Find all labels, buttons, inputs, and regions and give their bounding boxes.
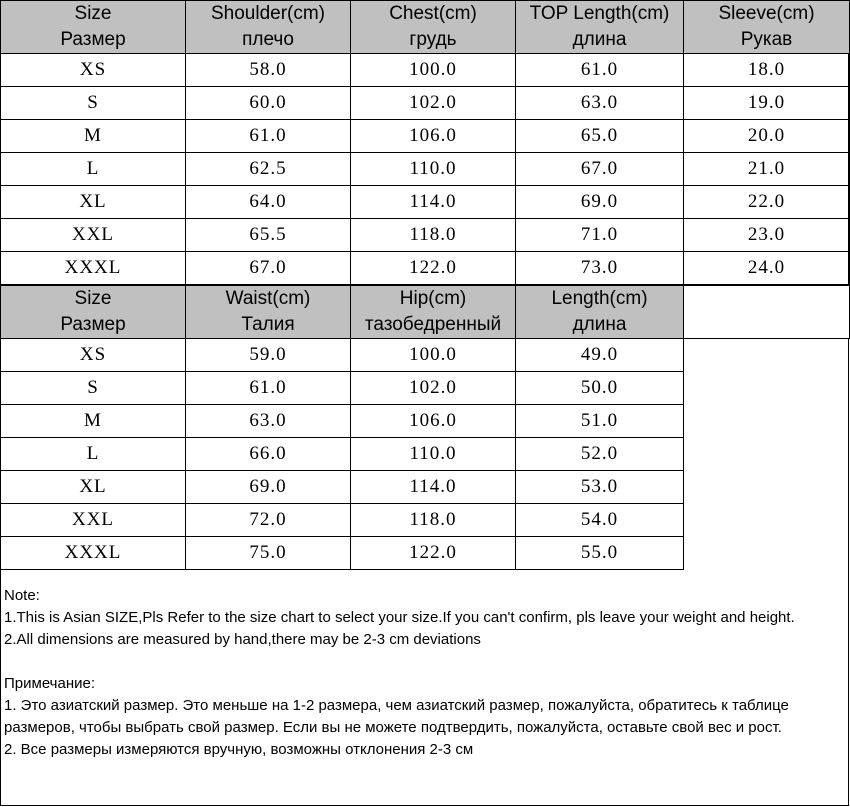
cell-top-length: 71.0 bbox=[516, 219, 684, 252]
table-row bbox=[1, 120, 850, 153]
top-size-table bbox=[0, 0, 850, 285]
cell-length: 50.0 bbox=[516, 372, 684, 405]
cell-length: 55.0 bbox=[516, 537, 684, 570]
table-row bbox=[1, 87, 850, 120]
table-row bbox=[1, 537, 850, 570]
cell-chest: 110.0 bbox=[351, 153, 516, 186]
table-row bbox=[1, 153, 850, 186]
table-row bbox=[1, 339, 850, 372]
cell-size: XL bbox=[1, 186, 186, 219]
header-en: Size bbox=[74, 3, 112, 24]
cell-waist: 69.0 bbox=[186, 471, 351, 504]
table-row bbox=[1, 219, 850, 252]
note-title-ru: Примечание: bbox=[4, 675, 95, 692]
cell-size: S bbox=[1, 87, 186, 120]
cell-length: 52.0 bbox=[516, 438, 684, 471]
notes-spacer bbox=[4, 651, 846, 673]
header-ru: грудь bbox=[409, 29, 457, 50]
header-ru: плечо bbox=[242, 29, 294, 50]
cell-top-length: 69.0 bbox=[516, 186, 684, 219]
cell-size: M bbox=[1, 120, 186, 153]
header-en: Waist(cm) bbox=[225, 288, 311, 309]
cell-sleeve: 21.0 bbox=[684, 153, 850, 186]
cell-sleeve: 24.0 bbox=[684, 252, 850, 285]
cell-chest: 106.0 bbox=[351, 120, 516, 153]
cell-shoulder: 65.5 bbox=[186, 219, 351, 252]
cell-shoulder: 58.0 bbox=[186, 54, 351, 87]
header-size bbox=[1, 286, 186, 339]
cell-shoulder: 62.5 bbox=[186, 153, 351, 186]
cell-hip: 118.0 bbox=[351, 504, 516, 537]
header-ru: тазобедренный bbox=[364, 314, 502, 335]
cell-waist: 72.0 bbox=[186, 504, 351, 537]
cell-length: 54.0 bbox=[516, 504, 684, 537]
cell-top-length: 65.0 bbox=[516, 120, 684, 153]
header-sleeve bbox=[684, 1, 850, 54]
cell-waist: 63.0 bbox=[186, 405, 351, 438]
cell-size: L bbox=[1, 438, 186, 471]
cell-waist: 75.0 bbox=[186, 537, 351, 570]
cell-chest: 102.0 bbox=[351, 87, 516, 120]
header-en: Length(cm) bbox=[551, 288, 648, 309]
header-en: Shoulder(cm) bbox=[210, 3, 326, 24]
header-ru: Размер bbox=[60, 314, 126, 335]
cell-chest: 118.0 bbox=[351, 219, 516, 252]
cell-size: XS bbox=[1, 339, 186, 372]
cell-size: XXXL bbox=[1, 537, 186, 570]
header-en: Sleeve(cm) bbox=[718, 3, 815, 24]
cell-size: XXL bbox=[1, 219, 186, 252]
cell-size: XL bbox=[1, 471, 186, 504]
header-en: TOP Length(cm) bbox=[529, 3, 670, 24]
cell-chest: 122.0 bbox=[351, 252, 516, 285]
cell-hip: 100.0 bbox=[351, 339, 516, 372]
cell-hip: 110.0 bbox=[351, 438, 516, 471]
cell-hip: 114.0 bbox=[351, 471, 516, 504]
cell-size: XXL bbox=[1, 504, 186, 537]
table-row bbox=[1, 471, 850, 504]
notes-section bbox=[4, 585, 846, 761]
cell-size: S bbox=[1, 372, 186, 405]
cell-sleeve: 19.0 bbox=[684, 87, 850, 120]
blank-cell bbox=[684, 286, 850, 339]
table-row bbox=[1, 186, 850, 219]
cell-size: XXXL bbox=[1, 252, 186, 285]
cell-shoulder: 61.0 bbox=[186, 120, 351, 153]
table-row bbox=[1, 372, 850, 405]
cell-size: M bbox=[1, 405, 186, 438]
cell-waist: 61.0 bbox=[186, 372, 351, 405]
top-header-row bbox=[1, 1, 850, 54]
header-chest bbox=[351, 1, 516, 54]
header-length bbox=[516, 286, 684, 339]
cell-sleeve: 23.0 bbox=[684, 219, 850, 252]
table-row bbox=[1, 54, 850, 87]
cell-sleeve: 20.0 bbox=[684, 120, 850, 153]
header-ru: длина bbox=[572, 314, 627, 335]
header-en: Hip(cm) bbox=[399, 288, 467, 309]
bottom-header-row bbox=[1, 286, 850, 339]
header-shoulder bbox=[186, 1, 351, 54]
header-ru: Размер bbox=[60, 29, 126, 50]
header-ru: длина bbox=[572, 29, 627, 50]
cell-size: L bbox=[1, 153, 186, 186]
header-ru: Рукав bbox=[740, 29, 793, 50]
bottom-size-table bbox=[0, 285, 850, 570]
cell-shoulder: 67.0 bbox=[186, 252, 351, 285]
note-1-en: 1.This is Asian SIZE,Pls Refer to the size chart to select your size.If you can't confirm, pls leave your weight and height. bbox=[4, 609, 795, 626]
cell-hip: 106.0 bbox=[351, 405, 516, 438]
header-top-length bbox=[516, 1, 684, 54]
note-title-en: Note: bbox=[4, 587, 40, 604]
table-row bbox=[1, 504, 850, 537]
note-2-en: 2.All dimensions are measured by hand,there may be 2-3 cm deviations bbox=[4, 631, 481, 648]
header-ru: Талия bbox=[241, 314, 295, 335]
cell-length: 51.0 bbox=[516, 405, 684, 438]
table-row bbox=[1, 252, 850, 285]
note-1-ru: 1. Это азиатский размер. Это меньше на 1-2 размера, чем азиатский размер, пожалуйста, обратитесь к таблице размеров, чтобы выбрать свой размер. Если вы не можете подтвердить, пожалуйста, оставьте свой вес и рост. bbox=[4, 697, 789, 736]
cell-top-length: 63.0 bbox=[516, 87, 684, 120]
cell-sleeve: 18.0 bbox=[684, 54, 850, 87]
header-en: Size bbox=[74, 288, 112, 309]
cell-hip: 102.0 bbox=[351, 372, 516, 405]
header-size bbox=[1, 1, 186, 54]
header-hip bbox=[351, 286, 516, 339]
cell-top-length: 73.0 bbox=[516, 252, 684, 285]
cell-hip: 122.0 bbox=[351, 537, 516, 570]
cell-chest: 100.0 bbox=[351, 54, 516, 87]
cell-chest: 114.0 bbox=[351, 186, 516, 219]
cell-top-length: 67.0 bbox=[516, 153, 684, 186]
cell-shoulder: 60.0 bbox=[186, 87, 351, 120]
cell-waist: 59.0 bbox=[186, 339, 351, 372]
cell-length: 49.0 bbox=[516, 339, 684, 372]
table-row bbox=[1, 405, 850, 438]
header-waist bbox=[186, 286, 351, 339]
cell-sleeve: 22.0 bbox=[684, 186, 850, 219]
cell-top-length: 61.0 bbox=[516, 54, 684, 87]
table-row bbox=[1, 438, 850, 471]
header-en: Chest(cm) bbox=[389, 3, 477, 24]
note-2-ru: 2. Все размеры измеряются вручную, возможны отклонения 2-3 см bbox=[4, 741, 474, 758]
cell-waist: 66.0 bbox=[186, 438, 351, 471]
cell-length: 53.0 bbox=[516, 471, 684, 504]
cell-shoulder: 64.0 bbox=[186, 186, 351, 219]
cell-size: XS bbox=[1, 54, 186, 87]
